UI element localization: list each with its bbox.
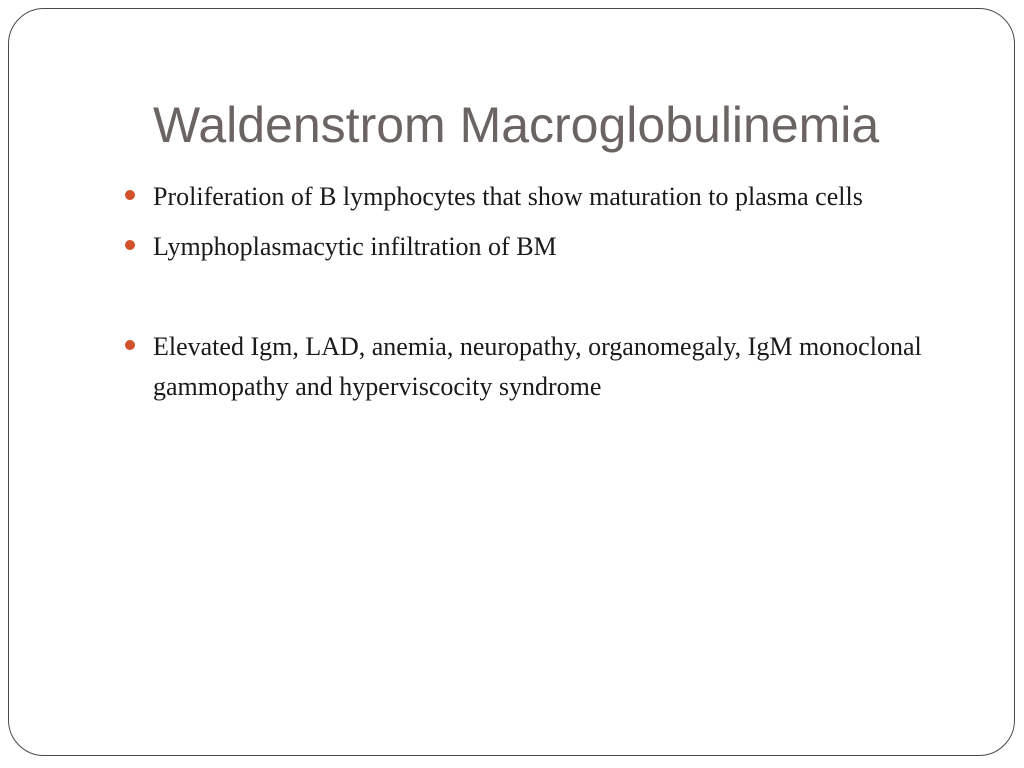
slide-frame [8, 8, 1015, 756]
bullet-text: Proliferation of B lymphocytes that show maturation to plasma cells [153, 182, 863, 211]
bullet-item [125, 327, 925, 407]
slide-title: Waldenstrom Macroglobulinemia [153, 97, 880, 153]
bullet-list [125, 177, 925, 407]
bullet-item [125, 177, 925, 217]
bullet-dot-icon [125, 340, 135, 350]
bullet-text: Elevated Igm, LAD, anemia, neuropathy, organomegaly, IgM monoclonal gammopathy and hyperviscocity syndrome [153, 332, 922, 401]
bullet-dot-icon [125, 190, 135, 200]
bullet-dot-icon [125, 240, 135, 250]
bullet-item [125, 227, 925, 267]
bullet-text: Lymphoplasmacytic infiltration of BM [153, 232, 557, 261]
